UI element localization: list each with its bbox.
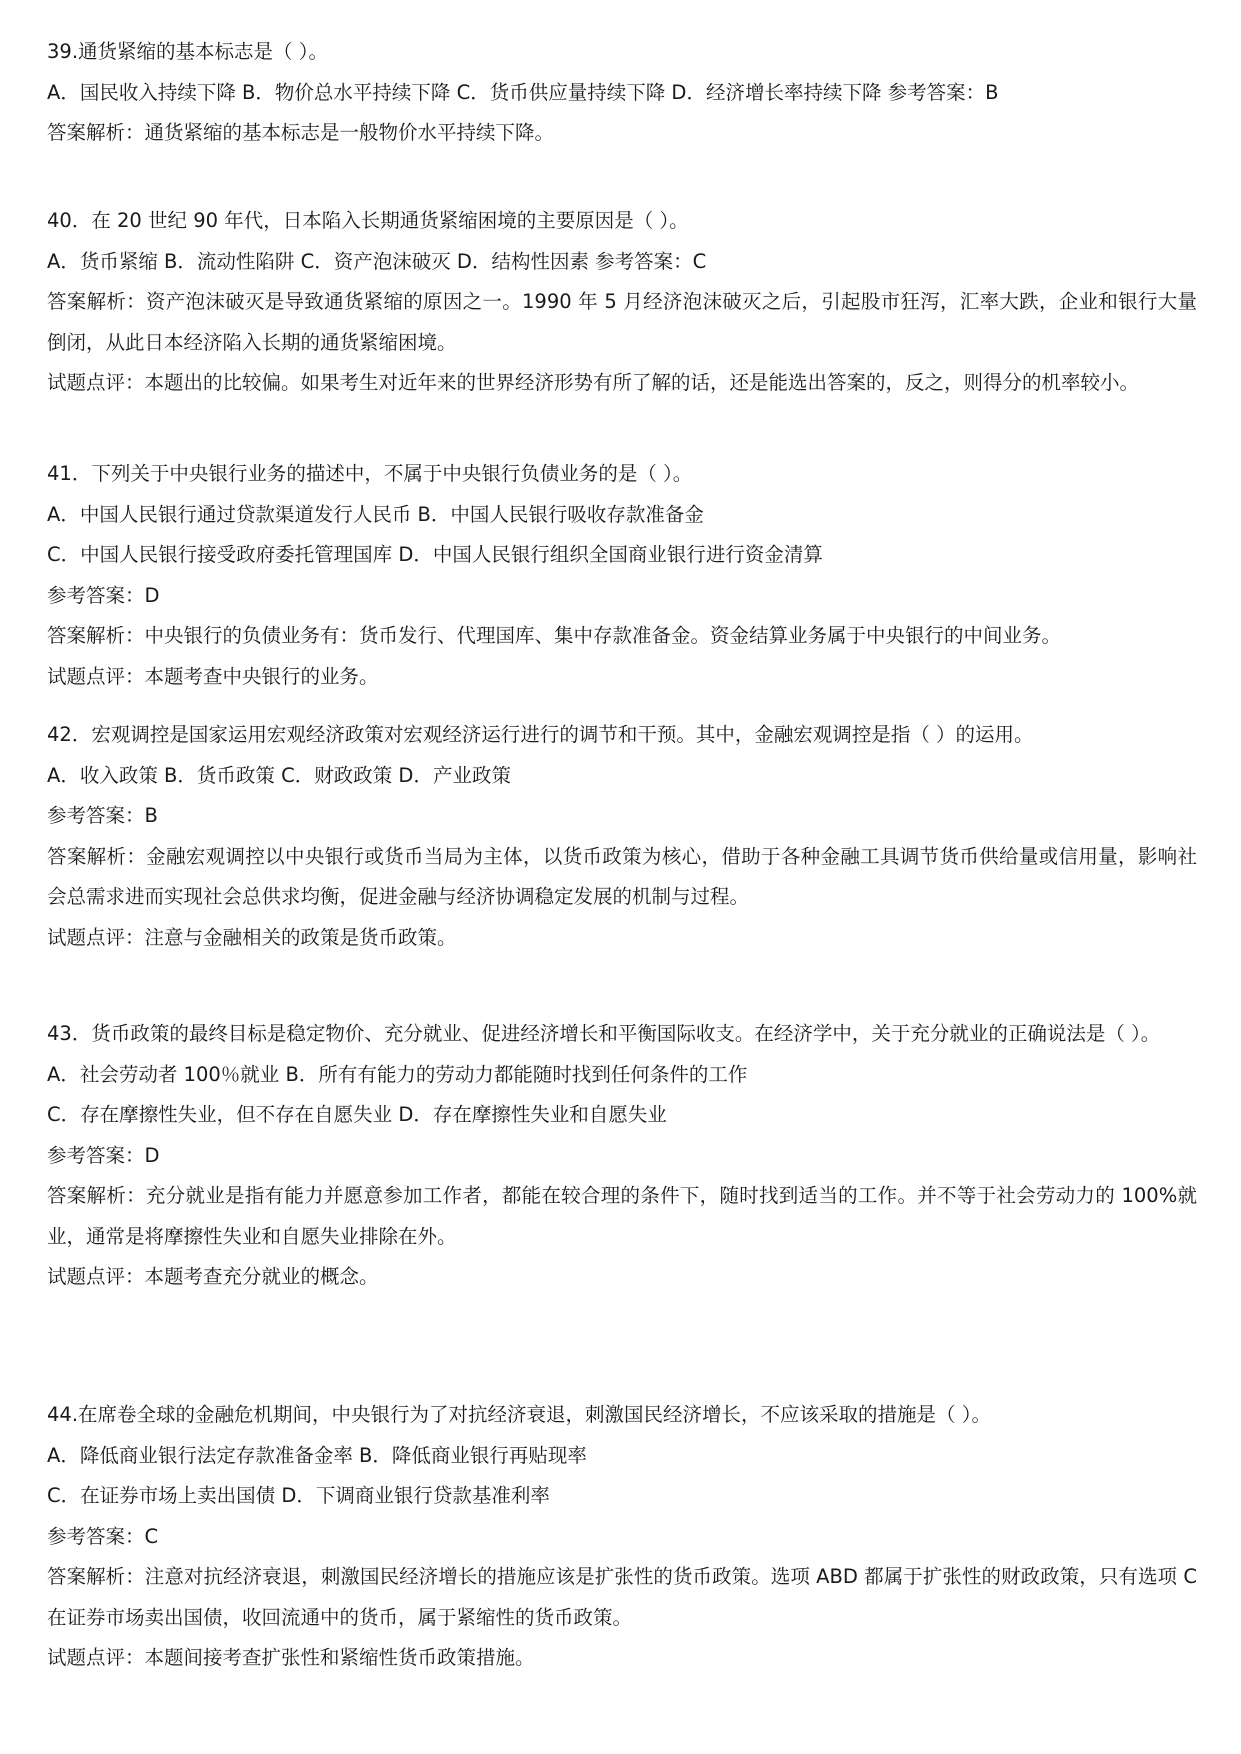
question-39 — [47, 32, 1197, 154]
question-stem: 43．货币政策的最终目标是稳定物价、充分就业、促进经济增长和平衡国际收支。在经济学中，关于充分就业的正确说法是（ ）。 — [47, 1022, 1161, 1045]
question-stem: 39.通货紧缩的基本标志是（ ）。 — [47, 40, 328, 63]
answer-explanation: 答案解析：注意对抗经济衰退，刺激国民经济增长的措施应该是扩张性的货币政策。选项 ABD 都属于扩张性的财政政策，只有选项 C 在证券市场卖出国债，收回流通中的货币，属于紧缩性的货币政策。 — [47, 1565, 1197, 1629]
question-options-cd: C．中国人民银行接受政府委托管理国库 D．中国人民银行组织全国商业银行进行资金清算 — [47, 543, 823, 566]
answer-explanation: 答案解析：中央银行的负债业务有：货币发行、代理国库、集中存款准备金。资金结算业务属于中央银行的中间业务。 — [47, 624, 1062, 647]
question-comment: 试题点评：本题出的比较偏。如果考生对近年来的世界经济形势有所了解的话，还是能选出答案的，反之，则得分的机率较小。 — [47, 371, 1140, 394]
question-comment: 试题点评：本题考查中央银行的业务。 — [47, 664, 379, 688]
question-stem: 44.在席卷全球的金融危机期间，中央银行为了对抗经济衰退，刺激国民经济增长，不应该采取的措施是（ ）。 — [47, 1403, 991, 1426]
question-options-cd: C．存在摩擦性失业，但不存在自愿失业 D．存在摩擦性失业和自愿失业 — [47, 1103, 667, 1126]
question-42 — [47, 715, 1197, 958]
question-options-with-answer: A．国民收入持续下降 B．物价总水平持续下降 C．货币供应量持续下降 D．经济增长率持续下降 参考答案：B — [47, 80, 999, 104]
question-options-with-answer: A．货币紧缩 B．流动性陷阱 C．资产泡沫破灭 D．结构性因素 参考答案：C — [47, 249, 707, 273]
reference-answer: 参考答案：D — [47, 1143, 160, 1167]
answer-explanation: 答案解析：充分就业是指有能力并愿意参加工作者，都能在较合理的条件下，随时找到适当的工作。并不等于社会劳动力的 100%就业，通常是将摩擦性失业和自愿失业排除在外。 — [47, 1184, 1197, 1248]
question-comment: 试题点评：本题考查充分就业的概念。 — [47, 1265, 379, 1288]
question-options-ab: A．中国人民银行通过贷款渠道发行人民币 B．中国人民银行吸收存款准备金 — [47, 502, 704, 526]
question-options-ab: A．社会劳动者 100％就业 B．所有有能力的劳动力都能随时找到任何条件的工作 — [47, 1062, 748, 1086]
question-comment: 试题点评：本题间接考查扩张性和紧缩性货币政策措施。 — [47, 1646, 535, 1669]
question-44 — [47, 1395, 1197, 1679]
reference-answer: 参考答案：B — [47, 804, 158, 827]
question-41 — [47, 454, 1197, 697]
answer-explanation: 答案解析：通货紧缩的基本标志是一般物价水平持续下降。 — [47, 121, 555, 144]
answer-explanation: 答案解析：金融宏观调控以中央银行或货币当局为主体，以货币政策为核心，借助于各种金融工具调节货币供给量或信用量，影响社会总需求进而实现社会总供求均衡，促进金融与经济协调稳定发展的机制与过程。 — [47, 844, 1197, 908]
question-40 — [47, 201, 1197, 404]
question-43 — [47, 1014, 1197, 1298]
question-options-ab: A．降低商业银行法定存款准备金率 B．降低商业银行再贴现率 — [47, 1443, 587, 1467]
question-stem: 40．在 20 世纪 90 年代，日本陷入长期通货紧缩困境的主要原因是（ ）。 — [47, 209, 689, 232]
answer-explanation: 答案解析：资产泡沫破灭是导致通货紧缩的原因之一。1990 年 5 月经济泡沫破灭之后，引起股市狂泻，汇率大跌，企业和银行大量倒闭，从此日本经济陷入长期的通货紧缩困境。 — [47, 290, 1197, 354]
question-options: A．收入政策 B．货币政策 C．财政政策 D．产业政策 — [47, 763, 511, 787]
question-options-cd: C．在证券市场上卖出国债 D．下调商业银行贷款基准利率 — [47, 1484, 550, 1507]
question-comment: 试题点评：注意与金融相关的政策是货币政策。 — [47, 925, 457, 949]
question-stem: 41．下列关于中央银行业务的描述中，不属于中央银行负债业务的是（ ）。 — [47, 462, 693, 485]
reference-answer: 参考答案：D — [47, 583, 160, 607]
question-stem: 42．宏观调控是国家运用宏观经济政策对宏观经济运行进行的调节和干预。其中，金融宏观调控是指（ ）的运用。 — [47, 723, 1034, 746]
reference-answer: 参考答案：C — [47, 1524, 159, 1548]
